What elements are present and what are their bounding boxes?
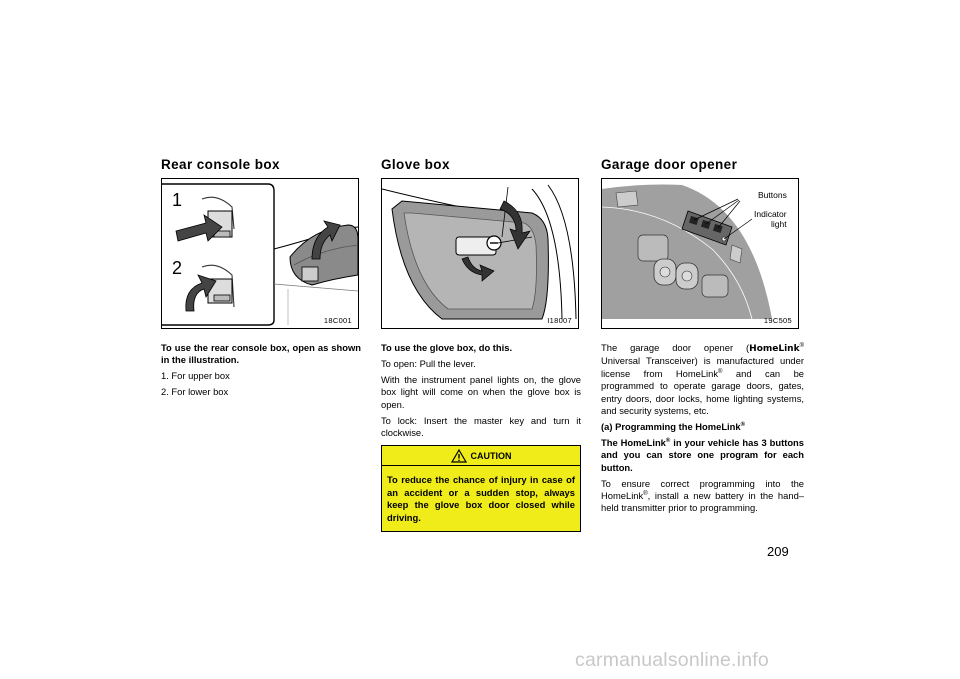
rear-console-figure bbox=[161, 178, 359, 329]
glove-box-light: With the instrument panel lights on, the glove box light will come on when the glove box is open. bbox=[381, 373, 581, 410]
rear-console-heading: Rear console box bbox=[161, 157, 280, 172]
glove-box-illustration bbox=[382, 179, 578, 328]
buttons-note bbox=[601, 437, 804, 474]
rear-console-item-1: 1. For upper box bbox=[161, 370, 230, 382]
registered-mark: ® bbox=[718, 368, 723, 375]
page-number: 209 bbox=[767, 544, 789, 559]
caution-header bbox=[382, 446, 580, 466]
buttons-note-b: in your vehicle has 3 buttons and you can store one program for each button. bbox=[601, 436, 804, 473]
rear-console-figure-code: 18C001 bbox=[323, 316, 352, 325]
garage-door-illustration bbox=[602, 179, 798, 328]
warning-triangle-icon bbox=[451, 449, 467, 463]
caution-title: CAUTION bbox=[470, 450, 512, 461]
battery-note-a: To ensure correct programming into the HomeLink bbox=[601, 477, 804, 501]
caution-text: To reduce the chance of injury in case of an accident or a sudden stop, always keep the glove box door closed while driving. bbox=[387, 474, 575, 523]
glove-box-text bbox=[381, 342, 581, 439]
watermark: carmanualsonline.info bbox=[575, 649, 769, 671]
glove-box-figure bbox=[381, 178, 579, 329]
intro-part-a: The garage door opener ( bbox=[601, 342, 750, 353]
rear-console-intro: To use the rear console box, open as shown in the illustration. bbox=[161, 342, 361, 366]
callout-indicator-line-2: light bbox=[771, 219, 787, 229]
figure-label-1: 1 bbox=[172, 190, 183, 210]
homelink-logo-text: HomeLink bbox=[749, 344, 800, 354]
callout-indicator-line-1: Indicator bbox=[754, 209, 787, 219]
registered-mark: ® bbox=[799, 342, 804, 349]
garage-door-section bbox=[601, 157, 804, 518]
caution-box bbox=[381, 445, 581, 532]
programming-subheading-text: (a) Programming the HomeLink bbox=[601, 420, 741, 432]
intro-part-b: Universal Transceiver) is manufactured under license from HomeLink bbox=[601, 355, 804, 379]
garage-door-heading: Garage door opener bbox=[601, 157, 738, 172]
callout-buttons: Buttons bbox=[758, 190, 787, 200]
glove-box-figure-code: I18007 bbox=[547, 316, 572, 325]
garage-door-text bbox=[601, 342, 804, 515]
glove-box-open: To open: Pull the lever. bbox=[381, 357, 476, 369]
glove-box-heading: Glove box bbox=[381, 157, 450, 172]
battery-note bbox=[601, 478, 804, 515]
glove-box-section bbox=[381, 157, 581, 532]
rear-console-section bbox=[161, 157, 361, 402]
glove-box-intro: To use the glove box, do this. bbox=[381, 342, 513, 353]
garage-door-figure-code: 19C505 bbox=[763, 316, 792, 325]
buttons-note-a: The HomeLink bbox=[601, 436, 666, 448]
glove-box-lock: To lock: Insert the master key and turn it clockwise. bbox=[381, 414, 581, 438]
registered-mark: ® bbox=[740, 421, 746, 428]
programming-subheading bbox=[601, 421, 804, 433]
callout-indicator bbox=[754, 209, 787, 229]
garage-door-figure bbox=[601, 178, 799, 329]
figure-label-2: 2 bbox=[172, 258, 183, 278]
rear-console-illustration bbox=[162, 179, 358, 328]
garage-door-intro bbox=[601, 342, 804, 417]
rear-console-text bbox=[161, 342, 361, 399]
registered-mark: ® bbox=[665, 437, 671, 444]
battery-note-b: , install a new battery in the hand–held transmitter prior to programming. bbox=[601, 489, 804, 514]
intro-part-c: and can be programmed to operate garage doors, gates, entry doors, door locks, home lighting systems, and security systems, etc. bbox=[601, 367, 804, 417]
rear-console-item-2: 2. For lower box bbox=[161, 386, 229, 398]
registered-mark: ® bbox=[643, 490, 648, 497]
